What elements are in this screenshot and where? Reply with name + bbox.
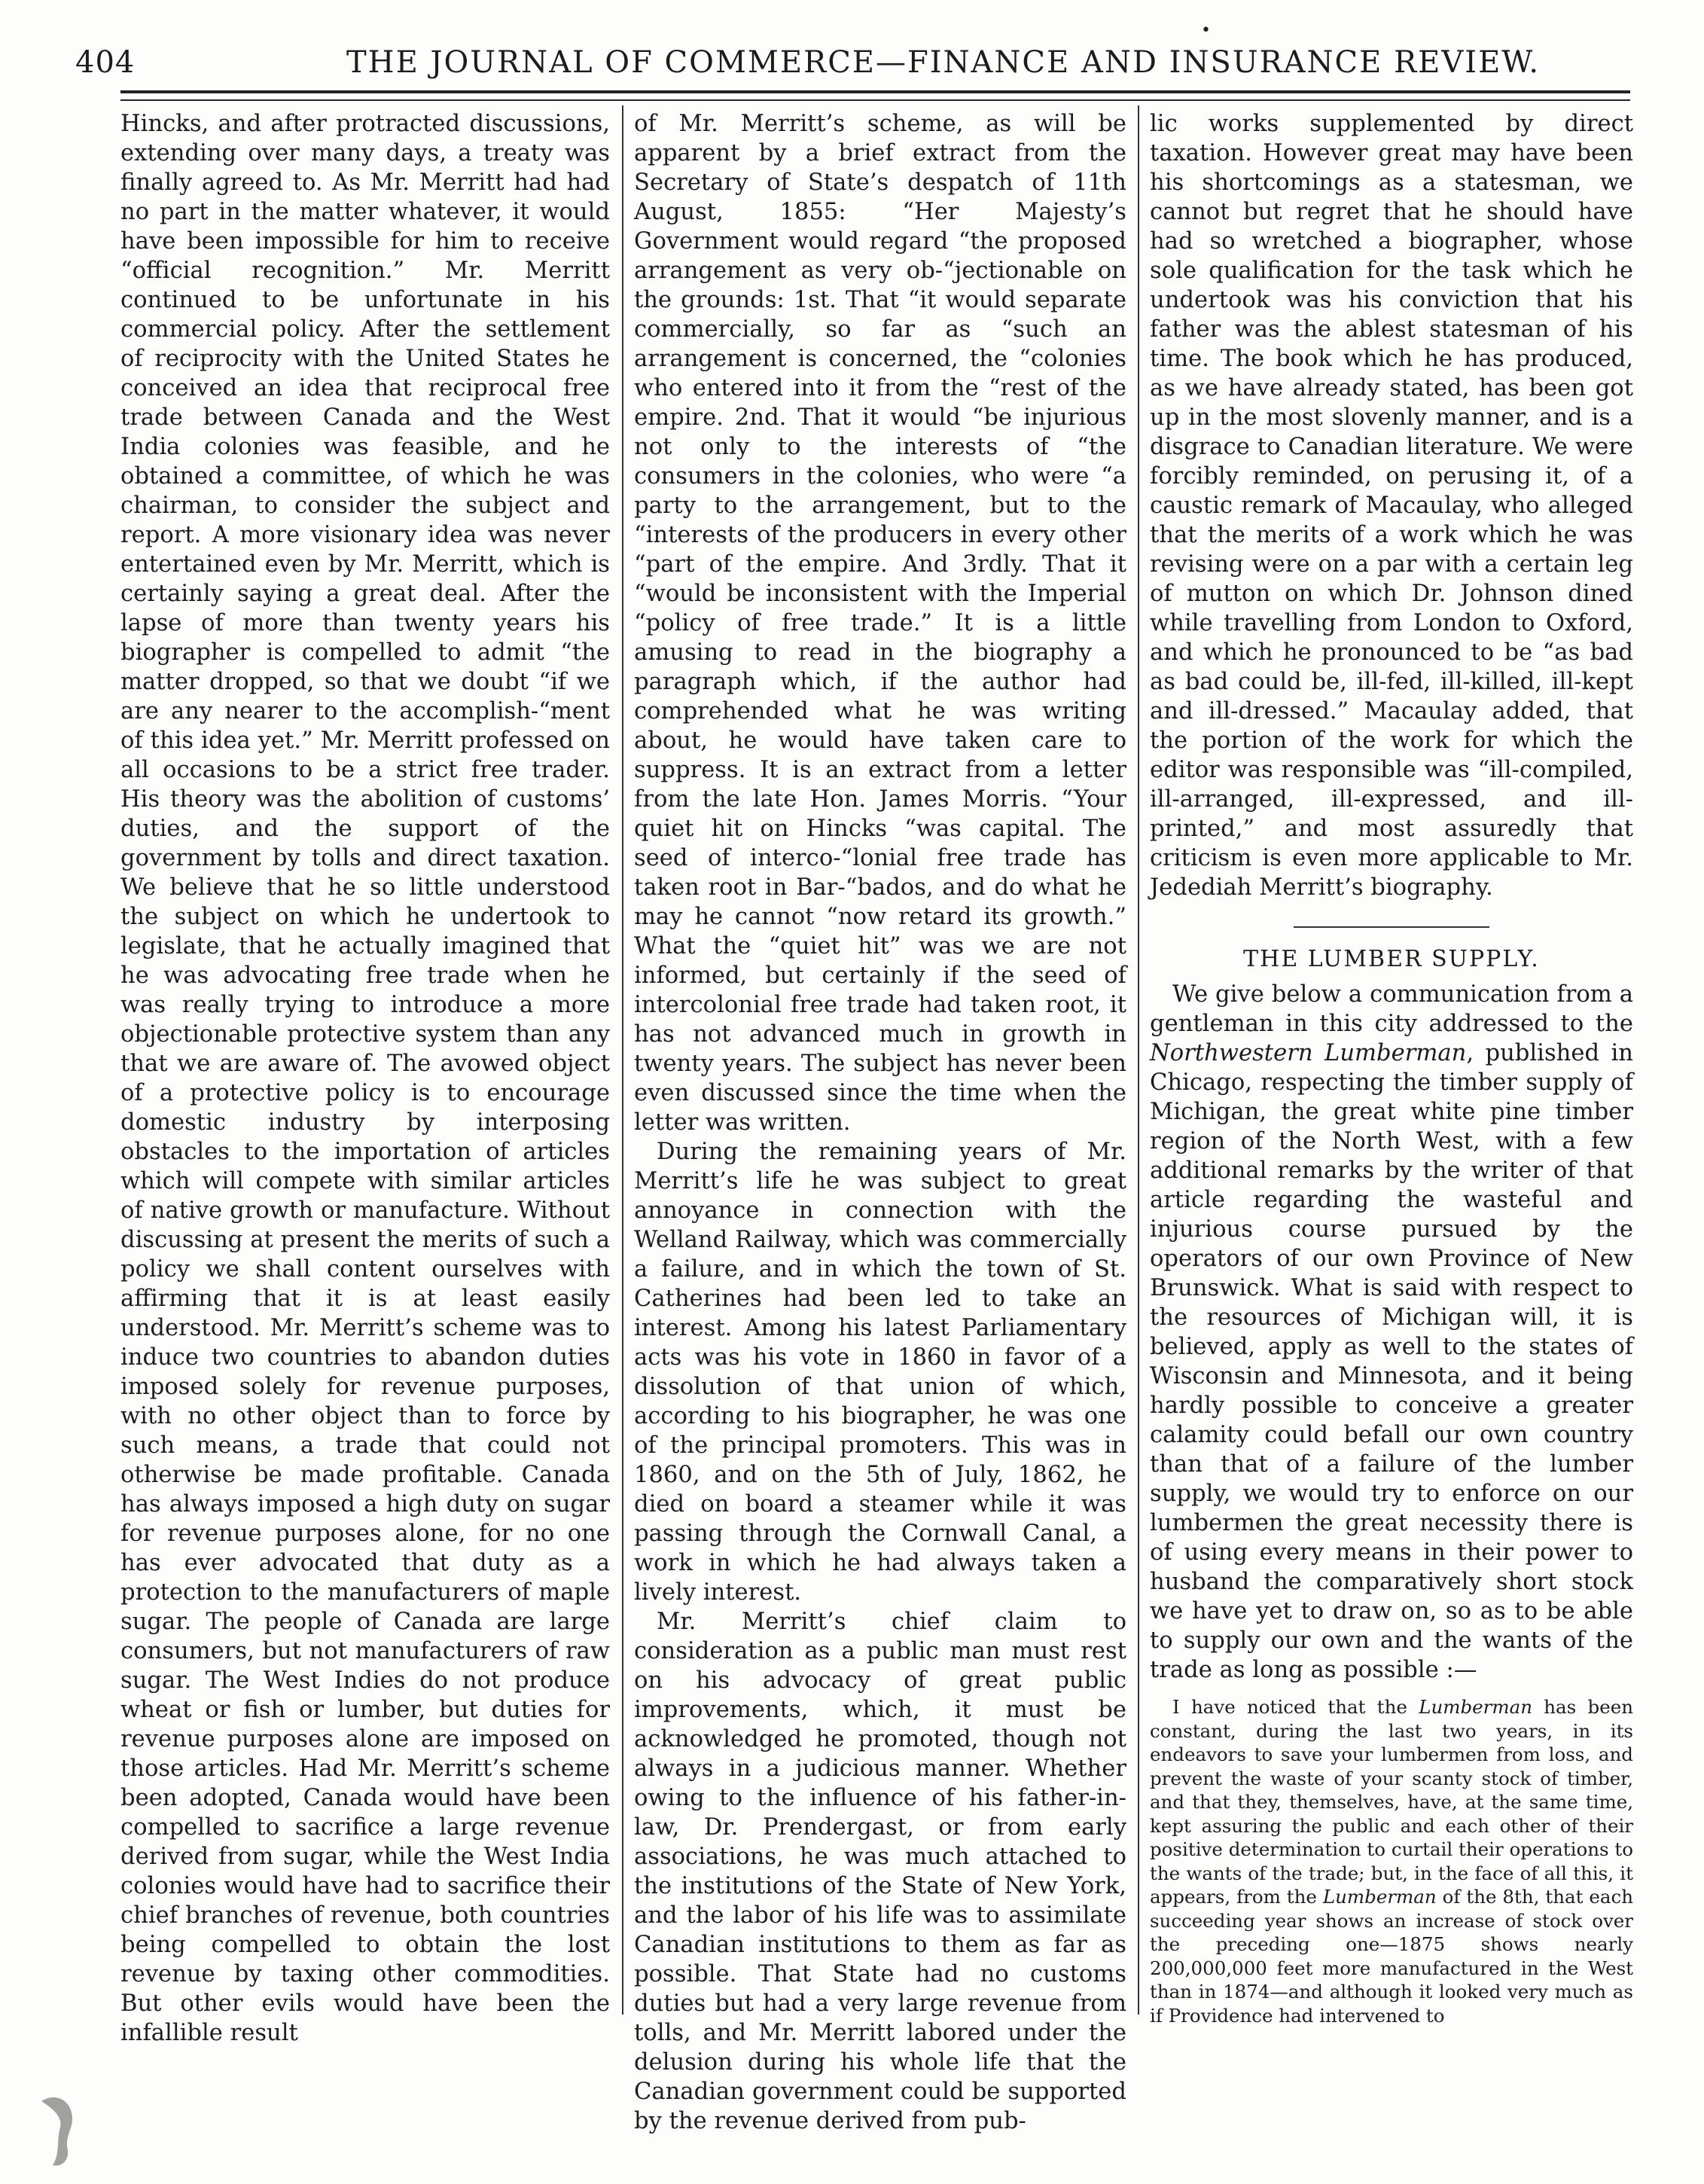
- text-run: , published in Chicago, respecting the timber supply of Michigan, the great white pine timber region of the North West, with a few additional remarks by the writer of that article regarding the wasteful and injurious course pursued by the operators of our own Province of New Brunswick. What is said with respect to the resources of Michigan will, it is believed, apply as well to the states of Wisconsin and Minnesota, and it being hardly possible to conceive a greater calamity could befall our own country than that of a failure of the lumber supply, we would try to enforce on our lumbermen the great necessity there is of using every means in their power to husband the comparatively short stock we have yet to draw on, so as to be able to supply our own and the wants of the trade as long as possible :—: [1150, 1040, 1633, 1683]
- page-number: 404: [75, 45, 136, 80]
- section-divider: [1294, 926, 1489, 928]
- quoted-letter: [1150, 1695, 1633, 2027]
- page-header: [75, 38, 1619, 90]
- publication-name: Lumberman: [1322, 1886, 1437, 1908]
- publication-name: Lumberman: [1419, 1696, 1532, 1718]
- ink-smudge-icon: [38, 2094, 83, 2169]
- article-paragraph: lic works supplemented by direct taxation. However great may have been his shortcomings as a statesman, we cannot but regret that he should have had so wretched a biographer, whose sole qualification for the task which he undertook was his conviction that his father was the ablest statesman of his time. The book which he has produced, as we have already stated, has been got up in the most slovenly manner, and is a disgrace to Canadian literature. We were forcibly reminded, on perusing it, of a caustic remark of Macaulay, who alleged that the merits of a work which he was revising were on a par with a certain leg of mutton on which Dr. Johnson dined while travelling from London to Oxford, and which he pronounced to be “as bad as bad could be, ill-fed, ill-killed, ill-kept and ill-dressed.” Macaulay added, that the portion of the work for which the editor was responsible was “ill-compiled, ill-arranged, ill-expressed, and ill-printed,” and most assuredly that criticism is even more applicable to Mr. Jedediah Merritt’s biography.: [1150, 111, 1633, 901]
- ornament-dot-icon: •: [1201, 21, 1211, 40]
- article-paragraph: Mr. Merritt’s chief claim to consideration as a public man must rest on his advocacy of great public improvements, which, it must be acknowledged he promoted, though not always in a judicious manner. Whether owing to the influence of his father-in-law, Dr. Prendergast, or from early associations, he was much attached to the institutions of the State of New York, and the labor of his life was to assimilate Canadian institutions to them as far as possible. That State had no customs duties but had a very large revenue from tolls, and Mr. Merritt labored under the delusion during his whole life that the Canadian government could be supported by the revenue derived from pub-: [634, 1609, 1126, 2134]
- column-divider: [622, 105, 623, 2015]
- text-run: has been constant, during the last two years, in its endeavors to save your lumbermen from loss, and prevent the waste of your scanty stock of timber, and that they, themselves, have, at the same time, kept assuring the public and each other of their positive determination to curtail their operations to the wants of the trade; but, in the face of all this, it appears, from the: [1150, 1696, 1633, 1908]
- article-paragraph: During the remaining years of Mr. Merritt’s life he was subject to great annoyance in connection with the Welland Railway, which was commercially a failure, and in which the town of St. Catherines had been led to take an interest. Among his latest Parliamentary acts was his vote in 1860 in favor of a dissolution of that union of which, according to his biographer, he was one of the principal promoters. This was in 1860, and on the 5th of July, 1862, he died on board a steamer while it was passing through the Cornwall Canal, a work in which he had always taken a lively interest.: [634, 1139, 1126, 1606]
- journal-title: THE JOURNAL OF COMMERCE—FINANCE AND INSURANCE REVIEW.: [346, 45, 1541, 80]
- header-rule-thin: [120, 99, 1630, 101]
- section-title: THE LUMBER SUPPLY.: [1243, 946, 1540, 972]
- article-paragraph: Hincks, and after protracted discussions, extending over many days, a treaty was finally agreed to. As Mr. Merritt had had no part in the matter whatever, it would have been impossible for him to receive “official recognition.” Mr. Merritt continued to be unfortunate in his commercial policy. After the settlement of reciprocity with the United States he conceived an idea that reciprocal free trade between Canada and the West India colonies was feasible, and he obtained a committee, of which he was chairman, to consider the subject and report. A more visionary idea was never entertained even by Mr. Merritt, which is certainly saying a great deal. After the lapse of more than twenty years his biographer is compelled to admit “the matter dropped, so that we doubt “if we are any nearer to the accomplish-“ment of this idea yet.” Mr. Merritt professed on all occasions to be a strict free trader. His theory was the abolition of customs’ duties, and the support of the government by tolls and direct taxation. We believe that he so little understood the subject on which he undertook to legislate, that he actually imagined that he was advocating free trade when he was really trying to introduce a more objectionable protective system than any that we are aware of. The avowed object of a protective policy is to encourage domestic industry by interposing obstacles to the importation of articles which will compete with similar articles of native growth or manufacture. Without discussing at present the merits of such a policy we shall content ourselves with affirming that it is at least easily understood. Mr. Merritt’s scheme was to induce two countries to abandon duties imposed solely for revenue purposes, with no other object than to force by such means, a trade that could not otherwise be made profitable. Canada has always imposed a high duty on sugar for revenue purposes alone, for no one has ever advocated that duty as a protection to the manufacturers of maple sugar. The people of Canada are large consumers, but not manufacturers of raw sugar. The West Indies do not produce wheat or fish or lumber, but duties for revenue purposes alone are imposed on those articles. Had Mr. Merritt’s scheme been adopted, Canada would have been compelled to sacrifice a large revenue derived from sugar, while the West India colonies would have had to sacrifice their chief branches of revenue, both countries being compelled to obtain the lost revenue by taxing other commodities. But other evils would have been the infallible result: [120, 111, 610, 2046]
- text-run: We give below a communication from a gentleman in this city addressed to the: [1150, 981, 1633, 1037]
- publication-name: Northwestern Lumberman: [1150, 1040, 1467, 1066]
- column-1: [120, 109, 610, 2048]
- article-paragraph: of Mr. Merritt’s scheme, as will be apparent by a brief extract from the Secretary of State’s despatch of 11th August, 1855: “Her Majesty’s Government would regard “the proposed arrangement as very ob-“jectionable on the grounds: 1st. That “it would separate commercially, so far as “such an arrangement is concerned, the “colonies who entered into it from the “rest of the empire. 2nd. That it would “be injurious not only to the interests of “the consumers in the colonies, who were “a party to the arrangement, but to the “interests of the producers in every other “part of the empire. And 3rdly. That it “would be inconsistent with the Imperial “policy of free trade.” It is a little amusing to read in the biography a paragraph which, if the author had comprehended what he was writing about, he would have taken care to suppress. It is an extract from a letter from the late Hon. James Morris. “Your quiet hit on Hincks “was capital. The seed of interco-“lonial free trade has taken root in Bar-“bados, and do what he may he cannot “now retard its growth.” What the “quiet hit” was we are not informed, but certainly if the seed of intercolonial free trade had taken root, it has not advanced much in growth in twenty years. The subject has never been even discussed since the time when the letter was written.: [634, 111, 1126, 1136]
- column-3: [1150, 109, 1633, 2027]
- article-paragraph: [1150, 980, 1633, 1685]
- text-run: I have noticed that the: [1172, 1696, 1419, 1718]
- header-rule: [120, 90, 1630, 93]
- column-2: [634, 109, 1126, 2136]
- text-run: of the 8th, that each succeeding year shows an increase of stock over the preceding one—1875 shows nearly 200,000,000 feet more manufactured in the West than in 1874—and although it looked very much as if Providence had intervened to: [1150, 1886, 1633, 2027]
- column-divider: [1138, 105, 1139, 2015]
